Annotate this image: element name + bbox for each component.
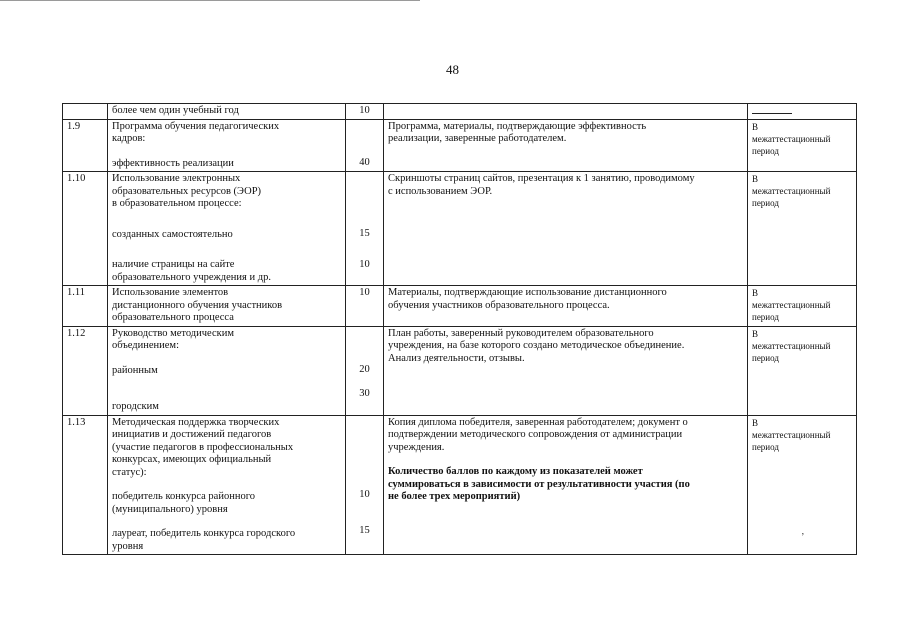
- page-number: 48: [446, 62, 459, 77]
- points-value: 10: [359, 258, 370, 270]
- criterion-line: победитель конкурса районного: [112, 491, 255, 502]
- document-cell: [384, 286, 748, 327]
- period-line: период: [752, 312, 779, 322]
- document-line: Материалы, подтверждающие использование дистанционного: [388, 287, 667, 298]
- points-value: 40: [359, 156, 370, 168]
- document-line: реализации, заверенные работодателем.: [388, 133, 567, 144]
- document-line: с использованием ЭОР.: [388, 185, 493, 197]
- criterion-line: районным: [112, 364, 158, 376]
- criterion-line: Использование элементов: [112, 287, 229, 298]
- document-line: подтверждении методического сопровождения от администрации: [388, 429, 683, 440]
- document-line: учреждения.: [388, 441, 445, 453]
- row-number: [63, 104, 108, 120]
- points-value: 10: [359, 287, 370, 298]
- criterion-cell: [108, 172, 346, 286]
- period-line: В: [752, 328, 759, 339]
- period-line: В: [752, 417, 759, 428]
- criterion-line: уровня: [112, 540, 144, 552]
- criterion-line: кадров:: [112, 133, 146, 144]
- dash-mark: [752, 113, 792, 114]
- row-number: 1.11: [63, 286, 108, 327]
- period-line: период: [752, 441, 779, 452]
- document-note-line: не более трех мероприятий): [388, 491, 521, 502]
- period-line: период: [752, 145, 779, 156]
- table-row: [63, 326, 857, 415]
- criterion-line: (муниципального) уровня: [112, 503, 228, 515]
- criteria-table: [62, 103, 857, 555]
- criterion-cell: [108, 415, 346, 555]
- points-cell: [346, 326, 384, 415]
- criterion-line: объединением:: [112, 340, 179, 351]
- period-line: межаттестационный: [752, 133, 831, 144]
- criterion-line: дистанционного обучения участников: [112, 299, 283, 311]
- period-cell: [748, 119, 857, 172]
- document-note-line: Количество баллов по каждому из показателей может: [388, 466, 643, 477]
- scan-top-edge: [0, 0, 420, 1]
- criterion-line: Методическая поддержка творческих: [112, 416, 280, 428]
- period-line: межаттестационный: [752, 186, 831, 196]
- points-cell: [346, 415, 384, 555]
- criterion-line: статус):: [112, 466, 147, 478]
- criterion-line: в образовательном процессе:: [112, 198, 242, 209]
- document-cell: [384, 326, 748, 415]
- points-value: 10: [359, 105, 370, 116]
- document-line: Копия диплома победителя, заверенная работодателем; документ о: [388, 416, 688, 428]
- period-line: период: [752, 352, 779, 363]
- period-line: В: [752, 174, 759, 184]
- period-cell: [748, 172, 857, 286]
- document-line: обучения участников образовательного процесса.: [388, 299, 610, 311]
- criterion-cell: [108, 104, 346, 120]
- criterion-line: более чем один учебный год: [112, 105, 239, 116]
- criterion-line: образовательных ресурсов (ЭОР): [112, 185, 262, 197]
- period-line: межаттестационный: [752, 340, 831, 351]
- table-row: [63, 104, 857, 120]
- points-cell: [346, 172, 384, 286]
- table-row: [63, 119, 857, 172]
- document-cell: [384, 172, 748, 286]
- document-line: учреждения, на базе которого создано методическое объединение.: [388, 340, 685, 351]
- points-value: 30: [359, 388, 370, 399]
- table-row: [63, 286, 857, 327]
- criterion-line: наличие страницы на сайте: [112, 259, 235, 270]
- points-value: 10: [359, 488, 370, 500]
- criterion-line: городским: [112, 401, 159, 412]
- document-line: Скриншоты страниц сайтов, презентация к 1 занятию, проводимому: [388, 173, 695, 184]
- period-cell: [748, 104, 857, 120]
- criterion-line: лауреат, победитель конкурса городского: [112, 528, 296, 539]
- row-number: 1.9: [63, 119, 108, 172]
- period-line: В: [752, 121, 759, 132]
- document-note-line: суммироваться в зависимости от результативности участия (по: [388, 478, 690, 490]
- criterion-cell: [108, 286, 346, 327]
- points-cell: [346, 104, 384, 120]
- table-row: [63, 172, 857, 286]
- points-value: 15: [359, 228, 370, 239]
- points-value: 20: [359, 363, 370, 375]
- document-line: План работы, заверенный руководителем образовательного: [388, 327, 654, 339]
- period-line: В: [752, 288, 759, 298]
- document-line: Программа, материалы, подтверждающие эффективность: [388, 120, 647, 132]
- criterion-line: образовательного учреждения и др.: [112, 271, 271, 283]
- criterion-cell: [108, 119, 346, 172]
- stray-mark: ,: [801, 525, 804, 536]
- document-line: Анализ деятельности, отзывы.: [388, 352, 525, 364]
- period-cell: [748, 415, 857, 555]
- points-value: 15: [359, 525, 370, 536]
- row-number: 1.13: [63, 415, 108, 555]
- period-cell: [748, 326, 857, 415]
- period-cell: [748, 286, 857, 327]
- criterion-line: конкурсах, имеющих официальный: [112, 454, 272, 465]
- criterion-line: образовательного процесса: [112, 312, 234, 323]
- criterion-line: эффективность реализации: [112, 157, 234, 169]
- document-cell: [384, 415, 748, 555]
- criterion-line: Руководство методическим: [112, 327, 234, 339]
- row-number: 1.10: [63, 172, 108, 286]
- period-line: период: [752, 198, 779, 208]
- period-line: межаттестационный: [752, 300, 831, 310]
- period-line: межаттестационный: [752, 429, 831, 440]
- criterion-line: инициатив и достижений педагогов: [112, 429, 272, 440]
- criterion-line: Программа обучения педагогических: [112, 120, 280, 132]
- criterion-line: Использование электронных: [112, 173, 241, 184]
- table-row: [63, 415, 857, 555]
- points-cell: [346, 286, 384, 327]
- document-cell: [384, 119, 748, 172]
- criterion-cell: [108, 326, 346, 415]
- criterion-line: созданных самостоятельно: [112, 228, 233, 240]
- document-cell: [384, 104, 748, 120]
- points-cell: [346, 119, 384, 172]
- row-number: 1.12: [63, 326, 108, 415]
- criterion-line: (участие педагогов в профессиональных: [112, 441, 294, 453]
